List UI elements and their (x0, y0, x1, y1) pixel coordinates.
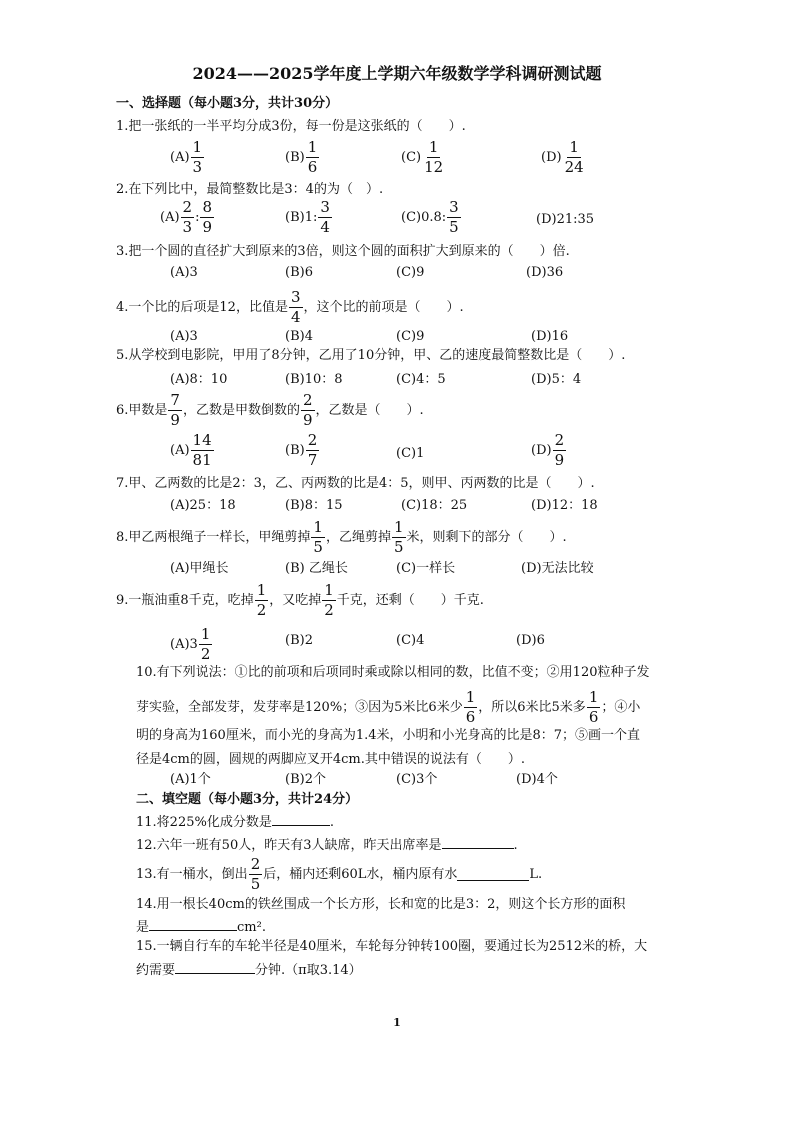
q10-option-b: (B)2个 (285, 772, 326, 787)
q3-option-d: (D)36 (526, 265, 564, 280)
q10-option-a: (A)1个 (170, 772, 211, 787)
q2-option-b: (B) 1: $\frac{3}{4}$ (285, 198, 330, 236)
q6-option-a: (A) $\frac{14}{81}$ (170, 431, 212, 469)
q5-option-d: (D)5：4 (531, 372, 582, 387)
question-3: 3.把一个圆的直径扩大到原来的3倍，则这个圆的面积扩大到原来的（ ）倍. (116, 244, 570, 259)
q11-answer-blank[interactable] (272, 813, 330, 826)
question-2: 2.在下列比中，最简整数比是3：4的为（ ）. (116, 182, 384, 197)
page-number: 1 (393, 1016, 401, 1029)
q12-answer-blank[interactable] (442, 836, 514, 849)
q3-option-a: (A)3 (170, 265, 198, 280)
q9-option-a: (A) 3 $\frac{1}{2}$ (170, 625, 211, 663)
q1-option-d: (D) $\frac{1}{24}$ (541, 138, 584, 176)
q2-option-c: (C) 0.8: $\frac{3}{5}$ (401, 198, 459, 236)
q7-option-b: (B)8：15 (285, 498, 343, 513)
q3-option-c: (C)9 (396, 265, 425, 280)
question-1: 1.把一张纸的一半平均分成3份，每一份是这张纸的（ ）. (116, 119, 466, 134)
question-8: 8.甲乙两根绳子一样长，甲绳剪掉 $\frac{1}{5}$ ，乙绳剪掉 $\frac{1}{5}$ 米，则剩下的部分（ ）. (116, 518, 567, 556)
q1-option-b: (B) $\frac{1}{6}$ (285, 138, 318, 176)
question-10-line-4: 径是4cm的圆，圆规的两脚应叉开4cm.其中错误的说法有（ ）. (136, 752, 526, 767)
q4-option-d: (D)16 (531, 329, 569, 344)
q6-option-d: (D) $\frac{2}{9}$ (531, 431, 565, 469)
question-15-line-2: 约需要 分钟.（π取3.14） (136, 963, 362, 978)
question-15-line-1: 15.一辆自行车的车轮半径是40厘米，车轮每分钟转100圈，要通过长为2512米的桥，大 (136, 939, 648, 954)
q5-option-a: (A)8：10 (170, 372, 228, 387)
q10-option-c: (C)3个 (396, 772, 438, 787)
question-9: 9.一瓶油重8千克，吃掉 $\frac{1}{2}$ ，又吃掉 $\frac{1}{2}$ 千克，还剩（ ）千克. (116, 581, 484, 619)
question-12: 12.六年一班有50人，昨天有3人缺席，昨天出席率是 . (136, 838, 518, 853)
q8-option-a: (A)甲绳长 (170, 561, 229, 576)
q8-option-b: (B) 乙绳长 (285, 561, 348, 576)
q2-option-d: (D)21:35 (536, 212, 595, 227)
q7-option-a: (A)25：18 (170, 498, 236, 513)
question-14-line-1: 14.用一根长40cm的铁丝围成一个长方形，长和宽的比是3：2，则这个长方形的面积 (136, 897, 626, 912)
section-heading-choice: 一、选择题（每小题3分，共计30分） (116, 96, 339, 111)
q6-option-c: (C)1 (396, 446, 425, 461)
question-4: 4.一个比的后项是12，比值是 $\frac{3}{4}$ ，这个比的前项是（ ）. (116, 288, 464, 326)
question-10-line-2: 芽实验，全部发芽，发芽率是120%；③因为5米比6米少 $\frac{1}{6}$ ，所以6米比5米多 $\frac{1}{6}$ ；④小 (136, 688, 641, 726)
q14-answer-blank[interactable] (149, 918, 237, 931)
q13-answer-blank[interactable] (457, 868, 529, 881)
question-10-line-3: 明的身高为160厘米，而小光的身高为1.4米，小明和小光身高的比是8：7；⑤画一个直 (136, 728, 641, 743)
question-11: 11.将225%化成分数是 . (136, 815, 334, 830)
q4-option-c: (C)9 (396, 329, 425, 344)
question-13: 13.有一桶水，倒出 $\frac{2}{5}$ 后，桶内还剩60L水，桶内原有水 L. (136, 855, 543, 893)
q1-option-a: (A) $\frac{1}{3}$ (170, 138, 203, 176)
question-14-line-2: 是 cm². (136, 920, 266, 935)
q7-option-c: (C)18：25 (401, 498, 468, 513)
page-title: 2024——2025学年度上学期六年级数学学科调研测试题 (192, 64, 602, 83)
q3-option-b: (B)6 (285, 265, 313, 280)
q2-option-a: (A) $\frac{2}{3}$ : $\frac{8}{9}$ (160, 198, 213, 236)
question-6: 6.甲数是 $\frac{7}{9}$ ，乙数是甲数倒数的 $\frac{2}{9}$ ，乙数是（ ）. (116, 391, 424, 429)
question-10-line-1: 10.有下列说法：①比的前项和后项同时乘或除以相同的数，比值不变；②用120粒种子发 (136, 665, 650, 680)
q9-option-d: (D)6 (516, 633, 545, 648)
q1-option-c: (C) $\frac{1}{12}$ (401, 138, 444, 176)
question-5: 5.从学校到电影院，甲用了8分钟，乙用了10分钟，甲、乙的速度最简整数比是（ ）. (116, 348, 626, 363)
question-7: 7.甲、乙两数的比是2：3，乙、丙两数的比是4：5，则甲、丙两数的比是（ ）. (116, 476, 595, 491)
q5-option-b: (B)10：8 (285, 372, 343, 387)
q9-option-b: (B)2 (285, 633, 313, 648)
q6-option-b: (B) $\frac{2}{7}$ (285, 431, 318, 469)
q7-option-d: (D)12：18 (531, 498, 598, 513)
q9-option-c: (C)4 (396, 633, 425, 648)
q8-option-c: (C)一样长 (396, 561, 456, 576)
q4-option-b: (B)4 (285, 329, 313, 344)
q10-option-d: (D)4个 (516, 772, 558, 787)
q8-option-d: (D)无法比较 (521, 561, 594, 576)
q4-option-a: (A)3 (170, 329, 198, 344)
q5-option-c: (C)4：5 (396, 372, 446, 387)
section-heading-fill-in: 二、填空题（每小题3分，共计24分） (136, 792, 359, 807)
q15-answer-blank[interactable] (175, 961, 255, 974)
